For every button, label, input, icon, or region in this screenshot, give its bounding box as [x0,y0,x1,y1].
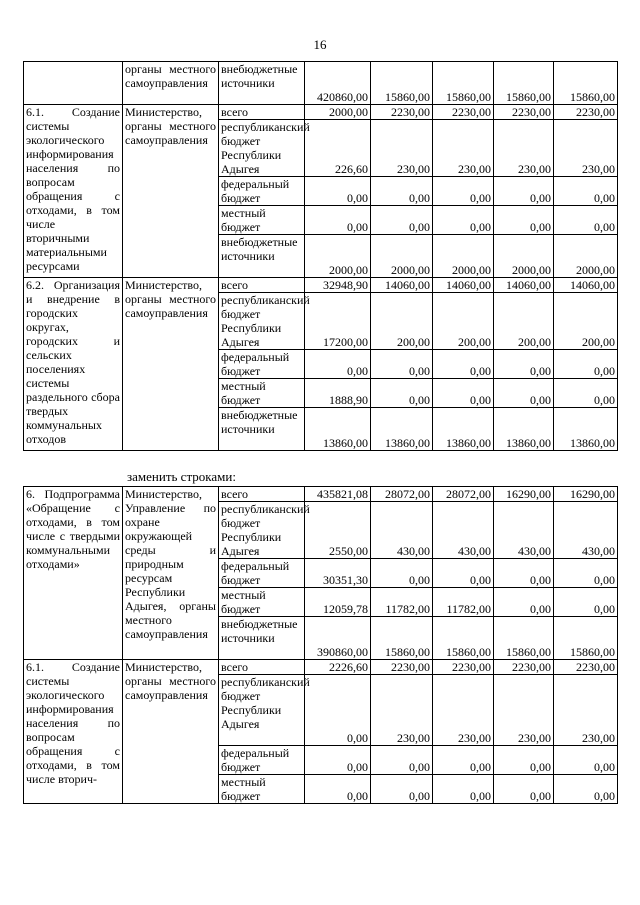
amount-cell: 0,00 [371,775,433,804]
amount-cell: 0,00 [494,350,554,379]
amount-cell: 0,00 [305,177,371,206]
amount-cell: 0,00 [494,588,554,617]
amount-cell: 230,00 [371,675,433,746]
funding-source: республиканский бюджет Республики Адыгея [219,675,305,746]
amount-cell: 0,00 [371,206,433,235]
amount-cell: 430,00 [494,502,554,559]
funding-source: федеральный бюджет [219,177,305,206]
amount-cell: 0,00 [554,206,618,235]
activity-name: 6.1. Создание системы экологического информирования населения по вопросам обращения с отходами, в том числе вторич- [24,660,123,804]
activity-name: 6.2. Организация и внедрение в городских округах, городских и сельских поселениях системы раздельного сбора твердых коммунальных отходов [24,278,123,451]
amount-cell: 435821,08 [305,487,371,502]
budget-table-replacement [23,486,618,804]
amount-cell: 0,00 [433,746,494,775]
amount-cell: 0,00 [494,559,554,588]
amount-cell: 390860,00 [305,617,371,660]
executor-name: органы местного самоуправления [123,62,219,105]
funding-source: федеральный бюджет [219,350,305,379]
funding-source: всего [219,278,305,293]
funding-source: внебюджетные источники [219,617,305,660]
table-row [24,278,618,293]
amount-cell: 0,00 [554,379,618,408]
table-row [24,660,618,675]
amount-cell: 200,00 [494,293,554,350]
funding-source: всего [219,105,305,120]
amount-cell: 2000,00 [554,235,618,278]
activity-name: 6. Подпрограмма «Обращение с отходами, в том числе с твердыми коммунальными отходами» [24,487,123,660]
page-number: 16 [313,37,327,52]
activity-name [24,62,123,105]
budget-table-original [23,61,618,451]
amount-cell: 2230,00 [554,660,618,675]
amount-cell: 15860,00 [554,62,618,105]
amount-cell: 15860,00 [371,62,433,105]
amount-cell: 15860,00 [371,617,433,660]
funding-source: местный бюджет [219,379,305,408]
amount-cell: 0,00 [305,746,371,775]
amount-cell: 28072,00 [371,487,433,502]
amount-cell: 0,00 [433,350,494,379]
amount-cell: 32948,90 [305,278,371,293]
amount-cell: 16290,00 [554,487,618,502]
amount-cell: 0,00 [305,350,371,379]
amount-cell: 0,00 [433,559,494,588]
amount-cell: 0,00 [433,379,494,408]
funding-source: федеральный бюджет [219,559,305,588]
amount-cell: 230,00 [433,120,494,177]
executor-name: Министерство, органы местного самоуправления [123,278,219,451]
amount-cell: 200,00 [433,293,494,350]
amount-cell: 420860,00 [305,62,371,105]
amount-cell: 14060,00 [371,278,433,293]
activity-name: 6.1. Создание системы экологического информирования населения по вопросам обращения с отходами, в том числе вторичными материальными ресурсами [24,105,123,278]
amount-cell: 0,00 [554,746,618,775]
amount-cell: 2000,00 [494,235,554,278]
replace-caption: заменить строками: [127,469,236,484]
funding-source: республиканский бюджет Республики Адыгея [219,502,305,559]
table-row [24,487,618,502]
amount-cell: 200,00 [554,293,618,350]
amount-cell: 14060,00 [554,278,618,293]
amount-cell: 28072,00 [433,487,494,502]
funding-source: местный бюджет [219,206,305,235]
amount-cell: 13860,00 [554,408,618,451]
amount-cell: 0,00 [305,206,371,235]
amount-cell: 15860,00 [494,617,554,660]
amount-cell: 430,00 [554,502,618,559]
funding-source: внебюджетные источники [219,408,305,451]
amount-cell: 30351,30 [305,559,371,588]
amount-cell: 17200,00 [305,293,371,350]
amount-cell: 11782,00 [433,588,494,617]
amount-cell: 13860,00 [305,408,371,451]
amount-cell: 0,00 [433,177,494,206]
amount-cell: 2230,00 [371,660,433,675]
amount-cell: 2230,00 [554,105,618,120]
amount-cell: 15860,00 [554,617,618,660]
executor-name: Министерство, органы местного самоуправления [123,660,219,804]
amount-cell: 0,00 [554,588,618,617]
amount-cell: 0,00 [371,350,433,379]
amount-cell: 0,00 [494,206,554,235]
amount-cell: 0,00 [494,177,554,206]
amount-cell: 15860,00 [494,62,554,105]
amount-cell: 2000,00 [371,235,433,278]
amount-cell: 230,00 [371,120,433,177]
amount-cell: 2230,00 [494,660,554,675]
funding-source: всего [219,487,305,502]
amount-cell: 230,00 [554,120,618,177]
amount-cell: 2000,00 [305,105,371,120]
amount-cell: 0,00 [305,675,371,746]
amount-cell: 230,00 [494,675,554,746]
amount-cell: 16290,00 [494,487,554,502]
funding-source: республиканский бюджет Республики Адыгея [219,293,305,350]
amount-cell: 0,00 [554,350,618,379]
amount-cell: 2230,00 [494,105,554,120]
amount-cell: 0,00 [371,379,433,408]
amount-cell: 13860,00 [433,408,494,451]
funding-source: местный бюджет [219,775,305,804]
funding-source: республиканский бюджет Республики Адыгея [219,120,305,177]
executor-name: Министерство, органы местного самоуправления [123,105,219,278]
amount-cell: 15860,00 [433,617,494,660]
amount-cell: 430,00 [433,502,494,559]
executor-name: Министерство, Управление по охране окружающей среды и природным ресурсам Республики Адыгея, органы местного самоуправления [123,487,219,660]
amount-cell: 2000,00 [305,235,371,278]
amount-cell: 0,00 [554,177,618,206]
amount-cell: 0,00 [494,379,554,408]
amount-cell: 0,00 [494,746,554,775]
amount-cell: 14060,00 [433,278,494,293]
amount-cell: 230,00 [433,675,494,746]
amount-cell: 200,00 [371,293,433,350]
amount-cell: 13860,00 [494,408,554,451]
amount-cell: 2000,00 [433,235,494,278]
table-row [24,105,618,120]
funding-source: внебюджетные источники [219,62,305,105]
amount-cell: 13860,00 [371,408,433,451]
amount-cell: 15860,00 [433,62,494,105]
funding-source: внебюджетные источники [219,235,305,278]
funding-source: федеральный бюджет [219,746,305,775]
amount-cell: 0,00 [554,775,618,804]
amount-cell: 0,00 [371,177,433,206]
amount-cell: 0,00 [371,559,433,588]
amount-cell: 2230,00 [371,105,433,120]
amount-cell: 230,00 [494,120,554,177]
amount-cell: 0,00 [554,559,618,588]
amount-cell: 0,00 [305,775,371,804]
amount-cell: 2230,00 [433,105,494,120]
amount-cell: 2226,60 [305,660,371,675]
amount-cell: 2550,00 [305,502,371,559]
amount-cell: 14060,00 [494,278,554,293]
amount-cell: 11782,00 [371,588,433,617]
amount-cell: 0,00 [371,746,433,775]
amount-cell: 2230,00 [433,660,494,675]
amount-cell: 226,60 [305,120,371,177]
amount-cell: 0,00 [433,775,494,804]
funding-source: всего [219,660,305,675]
funding-source: местный бюджет [219,588,305,617]
table-row [24,62,618,105]
amount-cell: 430,00 [371,502,433,559]
amount-cell: 0,00 [494,775,554,804]
amount-cell: 0,00 [433,206,494,235]
amount-cell: 1888,90 [305,379,371,408]
amount-cell: 230,00 [554,675,618,746]
amount-cell: 12059,78 [305,588,371,617]
